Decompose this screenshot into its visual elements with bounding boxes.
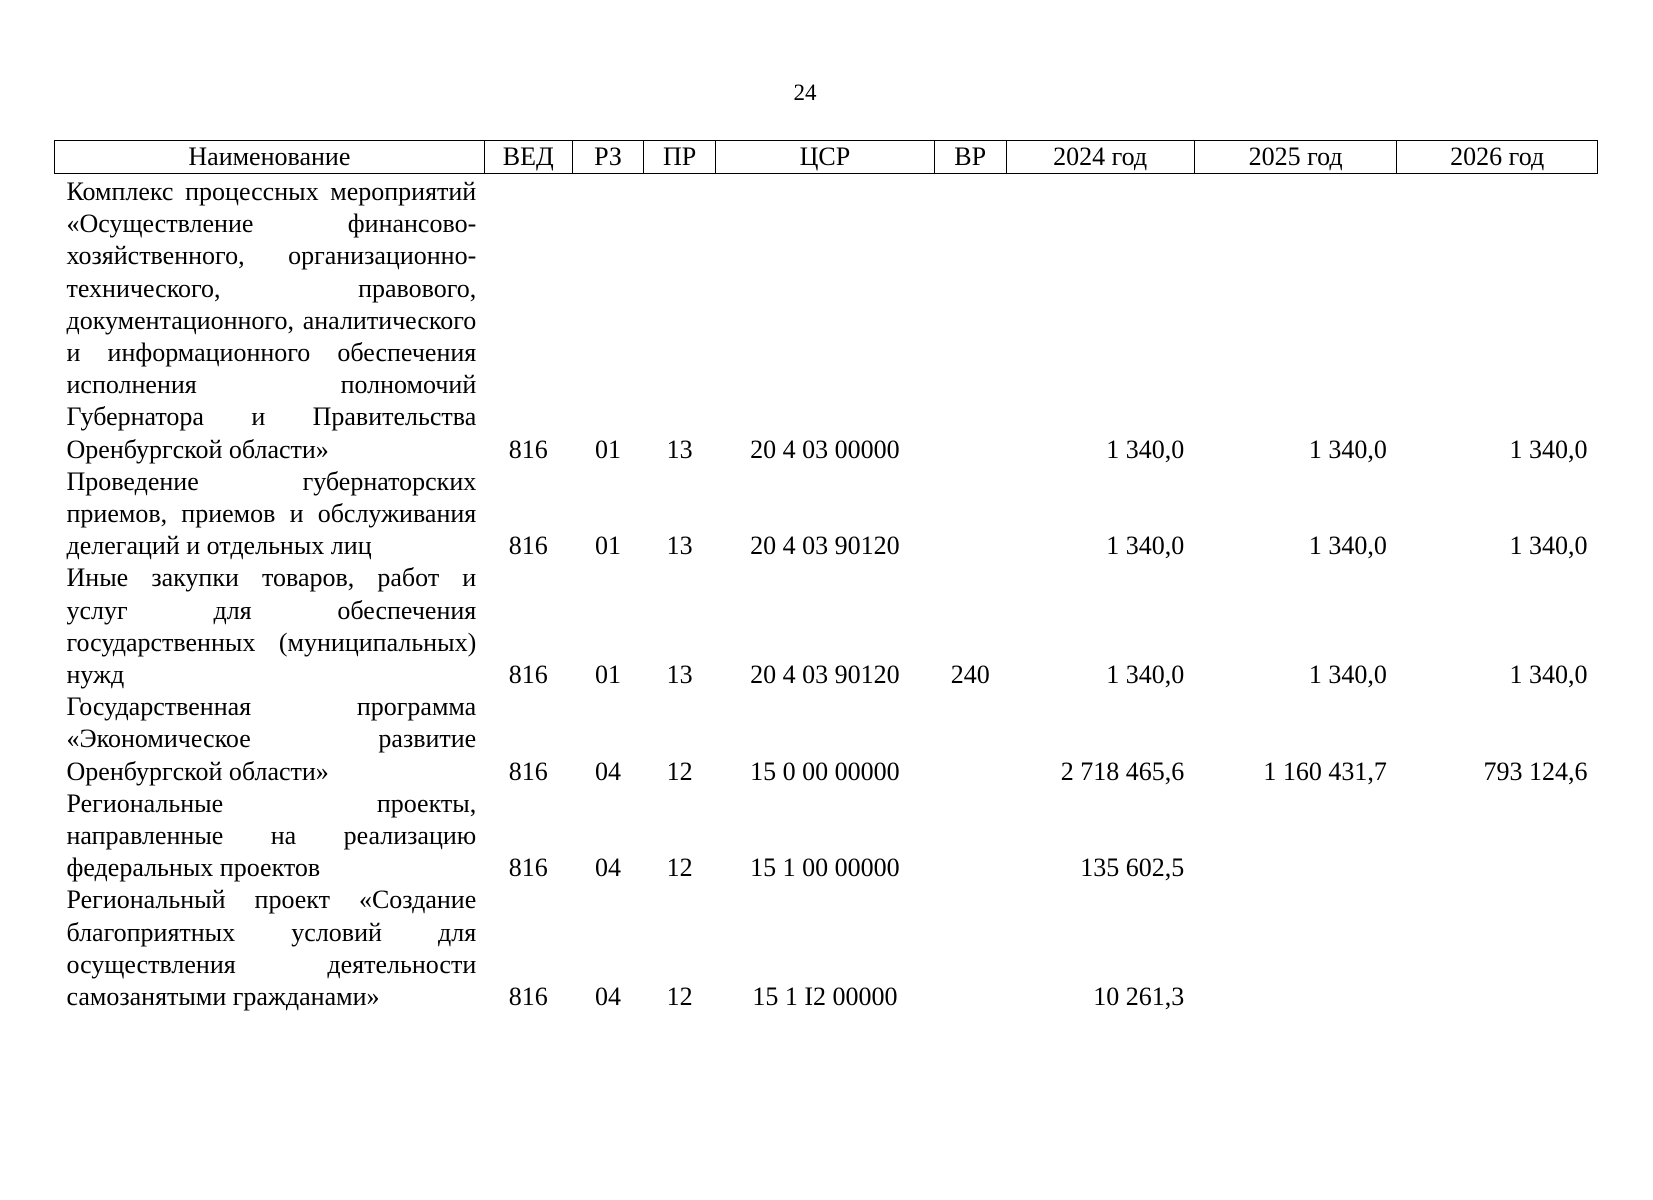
row-amount-2026: 793 124,6 [1483, 756, 1588, 786]
column-header-csr: ЦСР [715, 141, 934, 174]
row-amount-2025: 1 340,0 [1308, 531, 1387, 561]
row-ved: 816 [508, 531, 548, 561]
row-amount-2025: 1 160 431,7 [1263, 756, 1387, 786]
table-row [55, 884, 1598, 1013]
row-ved: 816 [508, 853, 548, 883]
row-amount-2025: 1 340,0 [1308, 660, 1387, 690]
row-name: Региональный проект «Создание благоприятных условий для осуществления деятельности самозанятыми гражданами» [66, 885, 477, 1012]
row-rz: 04 [595, 982, 622, 1012]
row-amount-2026 [1397, 884, 1598, 1013]
column-header-name: Наименование [55, 141, 485, 174]
row-csr: 15 1 I2 00000 [752, 982, 898, 1012]
budget-table [54, 140, 1598, 1013]
row-pr: 12 [666, 982, 693, 1012]
column-header-2024: 2024 год [1006, 141, 1194, 174]
table-row [55, 788, 1598, 885]
row-csr: 15 0 00 00000 [750, 756, 900, 786]
column-header-2025: 2025 год [1194, 141, 1397, 174]
row-name: Региональные проекты, направленные на реализацию федеральных проектов [66, 788, 477, 883]
column-header-pr: ПР [644, 141, 716, 174]
row-vr [934, 174, 1006, 466]
row-name: Иные закупки товаров, работ и услуг для обеспечения государственных (муниципальных) нужд [66, 563, 477, 690]
row-amount-2026: 1 340,0 [1509, 531, 1588, 561]
row-vr [934, 884, 1006, 1013]
row-ved: 816 [508, 434, 548, 464]
row-amount-2024: 2 718 465,6 [1060, 756, 1185, 786]
table-row [55, 466, 1598, 563]
row-rz: 04 [595, 853, 622, 883]
column-header-2026: 2026 год [1397, 141, 1598, 174]
row-name: Государственная программа «Экономическое развитие Оренбургской области» [66, 692, 477, 786]
row-amount-2026: 1 340,0 [1509, 660, 1588, 690]
row-ved: 816 [508, 756, 548, 786]
row-pr: 13 [666, 434, 693, 464]
row-amount-2025 [1194, 788, 1397, 885]
row-pr: 13 [666, 531, 693, 561]
row-csr: 20 4 03 90120 [750, 531, 900, 561]
row-pr: 12 [666, 853, 693, 883]
table-row [55, 691, 1598, 788]
row-csr: 15 1 00 00000 [750, 853, 900, 883]
row-rz: 04 [595, 756, 622, 786]
row-name: Комплекс процессных мероприятий «Осуществление финансово-хозяйственного, организационно-технического, правового, документационного, аналитического и информационного обеспечения исполнения полномочий Губернатора и Правительства Оренбургской области» [66, 177, 477, 464]
row-amount-2026 [1397, 788, 1598, 885]
row-pr: 12 [666, 756, 693, 786]
page-number: 24 [793, 80, 817, 105]
row-amount-2025 [1194, 884, 1397, 1013]
table-row [55, 562, 1598, 691]
row-vr [934, 788, 1006, 885]
column-header-ved: ВЕД [484, 141, 572, 174]
row-amount-2024: 1 340,0 [1106, 660, 1185, 690]
row-csr: 20 4 03 90120 [750, 660, 900, 690]
table-row [55, 174, 1598, 466]
row-rz: 01 [595, 660, 622, 690]
row-amount-2026: 1 340,0 [1509, 434, 1588, 464]
column-header-rz: РЗ [572, 141, 644, 174]
row-name: Проведение губернаторских приемов, приемов и обслуживания делегаций и отдельных лиц [66, 466, 477, 561]
row-pr: 13 [666, 660, 693, 690]
row-amount-2024: 1 340,0 [1106, 531, 1185, 561]
row-amount-2024: 1 340,0 [1106, 434, 1185, 464]
row-amount-2025: 1 340,0 [1308, 434, 1387, 464]
row-csr: 20 4 03 00000 [750, 434, 900, 464]
row-rz: 01 [595, 434, 622, 464]
row-ved: 816 [508, 982, 548, 1012]
row-amount-2024: 135 602,5 [1080, 853, 1185, 883]
row-vr [934, 466, 1006, 563]
row-ved: 816 [508, 660, 548, 690]
row-vr: 240 [950, 660, 990, 690]
column-header-vr: ВР [934, 141, 1006, 174]
row-rz: 01 [595, 531, 622, 561]
row-vr [934, 691, 1006, 788]
table-header-row [55, 141, 1598, 174]
row-amount-2024: 10 261,3 [1093, 982, 1185, 1012]
